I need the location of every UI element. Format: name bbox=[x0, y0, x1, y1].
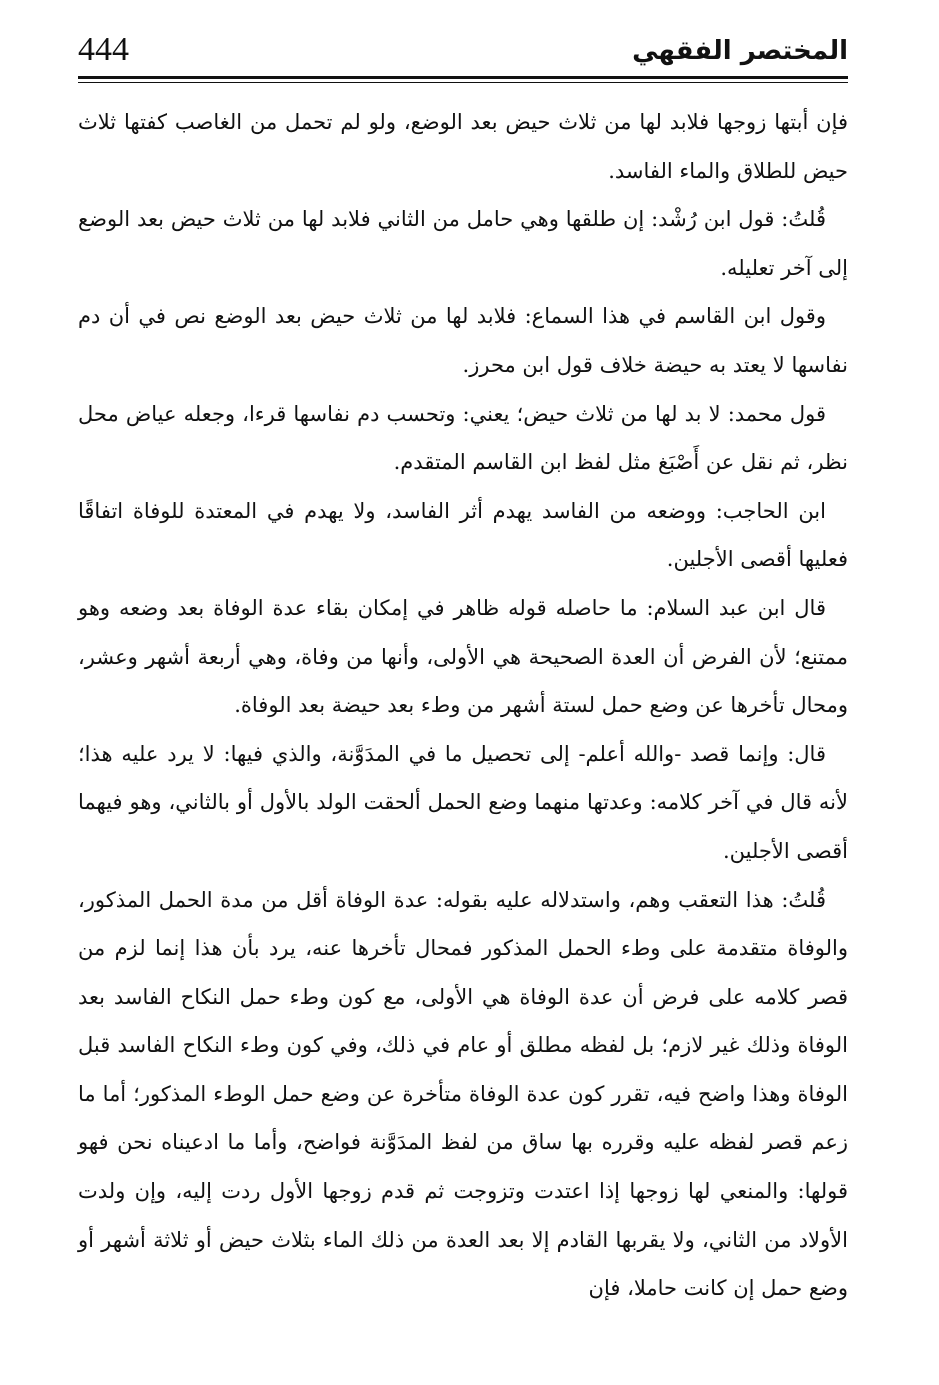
page-number: 444 bbox=[78, 31, 129, 68]
page-header bbox=[78, 26, 848, 80]
paragraph: قُلتُ: هذا التعقب وهم، واستدلاله عليه بقوله: عدة الوفاة أقل من مدة الحمل المذكور، والوفاة متقدمة على وطء الحمل المذكور فمحال تأخرها عنه، يرد بأن هذا إنما لزم من قصر كلامه على فرض أن عدة الوفاة هي الأولى، مع كون وطء حمل النكاح الفاسد بعد الوفاة وذلك غير لازم؛ بل لفظه مطلق أو عام في ذلك، وفي كون وطء النكاح الفاسد قبل الوفاة وهذا واضح فيه، تقرر كون عدة الوفاة متأخرة عن وضع حمل الوطء المذكور؛ أما ما زعم قصر لفظه عليه وقرره بها ساق من لفظ المدَوَّنة فواضح، وأما ما ادعيناه نحن فهو قولها: والمنعي لها زوجها إذا اعتدت وتزوجت ثم قدم زوجها الأول ردت إليه، وإن ولدت الأولاد من الثاني، ولا يقربها القادم إلا بعد العدة من ذلك الماء بثلاث حيض أو ثلاثة أشهر أو وضع حمل إن كانت حاملا، فإن bbox=[78, 887, 848, 1301]
running-title: المختصر الفقهي bbox=[632, 36, 848, 66]
paragraph: قُلتُ: قول ابن رُشْد: إن طلقها وهي حامل من الثاني فلابد لها من ثلاث حيض بعد الوضع إلى آخر تعليله. bbox=[78, 207, 848, 280]
book-page bbox=[78, 26, 848, 1301]
paragraph: قول محمد: لا بد لها من ثلاث حيض؛ يعني: وتحسب دم نفاسها قرءا، وجعله عياض محل نظر، ثم نقل عن أَصْبَغ مثل لفظ ابن القاسم المتقدم. bbox=[78, 401, 848, 475]
paragraph: قال ابن عبد السلام: ما حاصله قوله ظاهر في إمكان بقاء عدة الوفاة بعد وضعه وهو ممتنع؛ لأن الفرض أن العدة الصحيحة هي الأولى، وأنها من وفاة، وهي أربعة أشهر وعشر، ومحال تأخرها عن وضع حمل لستة أشهر من وطء بعد حيضة بعد الوفاة. bbox=[78, 595, 848, 718]
body-text bbox=[78, 98, 848, 1313]
paragraph: قال: وإنما قصد -والله أعلم- إلى تحصيل ما في المدَوَّنة، والذي فيها: لا يرد عليه هذا؛ لأنه قال في آخر كلامه: وعدتها منهما وضع الحمل ألحقت الولد بالأول أو بالثاني، وهو فيهما أقصى الأجلين. bbox=[78, 741, 848, 863]
paragraph: وقول ابن القاسم في هذا السماع: فلابد لها من ثلاث حيض بعد الوضع نص في أن دم نفاسها لا يعتد به حيضة خلاف قول ابن محرز. bbox=[78, 304, 848, 377]
paragraph: ابن الحاجب: ووضعه من الفاسد يهدم أثر الفاسد، ولا يهدم في المعتدة للوفاة اتفاقًا فعليها أقصى الأجلين. bbox=[78, 498, 848, 572]
header-rule-thick bbox=[78, 76, 848, 79]
paragraph: فإن أبتها زوجها فلابد لها من ثلاث حيض بعد الوضع، ولو لم تحمل من الغاصب كفتها ثلاث حيض للطلاق والماء الفاسد. bbox=[78, 110, 848, 183]
header-rule-thin bbox=[78, 82, 848, 83]
